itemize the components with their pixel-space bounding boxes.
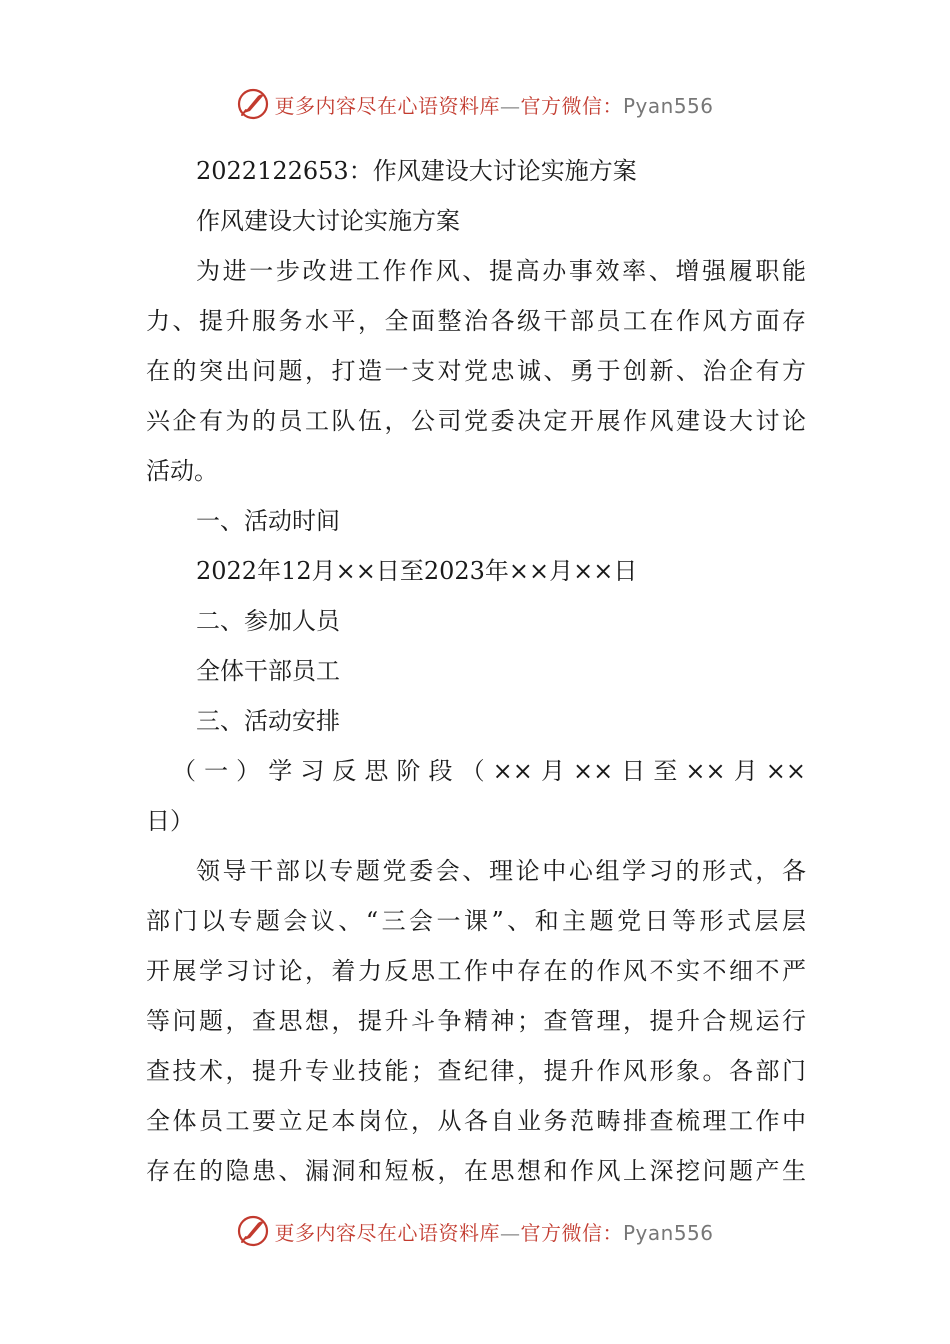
quill-pen-logo-icon xyxy=(236,87,270,121)
section-2-title: 二、参加人员 xyxy=(196,607,340,635)
stage-1-body-line: 查技术，提升专业技能；查纪律，提升作风形象。各部门 xyxy=(146,1057,806,1085)
document-heading: 2022122653：作风建设大讨论实施方案 xyxy=(196,157,637,185)
section-3-title: 三、活动安排 xyxy=(196,707,340,735)
document-body xyxy=(146,146,806,1196)
header-watermark-banner xyxy=(0,84,950,124)
banner-text: 更多内容尽在心语资料库—官方微信：Pyan556 xyxy=(274,1220,714,1245)
section-2-body: 全体干部员工 xyxy=(196,657,340,685)
document-subtitle: 作风建设大讨论实施方案 xyxy=(196,207,460,235)
stage-1-title: 日） xyxy=(146,807,194,835)
intro-line: 为进一步改进工作作风、提高办事效率、增强履职能 xyxy=(196,257,806,285)
intro-line: 力、提升服务水平，全面整治各级干部员工在作风方面存 xyxy=(146,307,806,335)
stage-1-body-line: 存在的隐患、漏洞和短板，在思想和作风上深挖问题产生 xyxy=(146,1157,806,1185)
stage-1-body-line: 部门以专题会议、“三会一课”、和主题党日等形式层层 xyxy=(146,907,806,935)
banner-text: 更多内容尽在心语资料库—官方微信：Pyan556 xyxy=(274,93,714,118)
intro-line: 兴企有为的员工队伍，公司党委决定开展作风建设大讨论 xyxy=(146,407,806,435)
intro-line: 活动。 xyxy=(146,457,218,485)
quill-pen-logo-icon xyxy=(236,1214,270,1248)
section-1-title: 一、活动时间 xyxy=(196,507,340,535)
intro-line: 在的突出问题，打造一支对党忠诚、勇于创新、治企有方 xyxy=(146,357,806,385)
stage-1-body-line: 等问题，查思想，提升斗争精神；查管理，提升合规运行 xyxy=(146,1007,806,1035)
stage-1-body-line: 开展学习讨论，着力反思工作中存在的作风不实不细不严 xyxy=(146,957,806,985)
stage-1-body-line: 领导干部以专题党委会、理论中心组学习的形式，各 xyxy=(196,857,806,885)
section-1-body: 2022年12月××日至2023年××月××日 xyxy=(196,557,638,585)
stage-1-body-line: 全体员工要立足本岗位，从各自业务范畴排查梳理工作中 xyxy=(146,1107,806,1135)
footer-watermark-banner xyxy=(0,1211,950,1251)
stage-1-title: （一）学习反思阶段（××月××日至××月×× xyxy=(172,757,806,785)
